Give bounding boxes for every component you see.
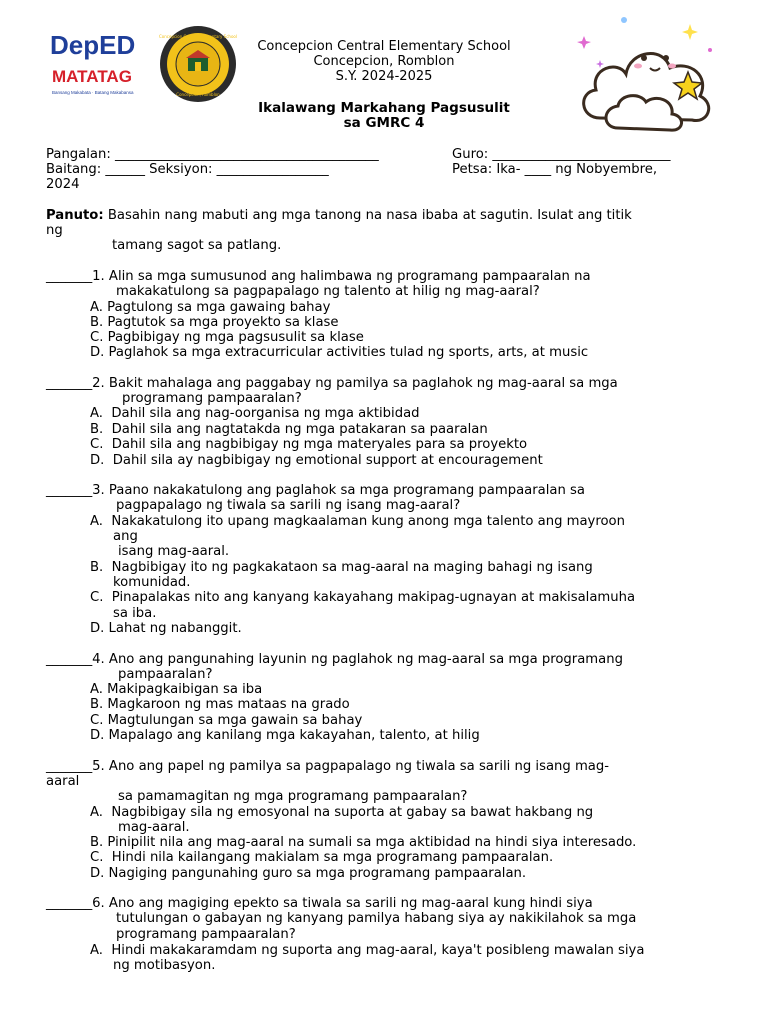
question-5-option-a: A. Nagbibigay sila ng emosyonal na suporta at gabay sa bawat hakbang ng — [90, 805, 594, 820]
question-5-stem: _______5. Ano ang papel ng pamilya sa pagpapalago ng tiwala sa sarili ng isang mag- — [46, 759, 610, 774]
question-6-option-a-cont: ng motibasyon. — [113, 958, 216, 973]
question-6-stem-cont: tutulungan o gabayan ng kanyang pamilya habang siya ay nakikilahok sa mga — [116, 911, 637, 926]
question-3-stem-cont: pagpapalago ng tiwala sa sarili ng isang mag-aaral? — [116, 498, 461, 513]
deped-matatag-logo — [48, 24, 144, 104]
pangalan-field[interactable]: Pangalan: ________________________________________ — [46, 147, 379, 162]
school-name: Concepcion Central Elementary School — [257, 39, 511, 54]
question-6-stem-cont-2: programang pampaaralan? — [116, 927, 296, 942]
question-1-stem-cont: makakatulong sa pagpapalago ng talento at hilig ng mag-aaral? — [116, 284, 540, 299]
question-2-option-b: B. Dahil sila ang nagtatakda ng mga patakaran sa paaralan — [90, 422, 488, 437]
question-5-option-c: C. Hindi nila kailangang makialam sa mga programang pampaaralan. — [90, 850, 554, 865]
petsa-year: 2024 — [46, 177, 80, 192]
question-4-option-c: C. Magtulungan sa mga gawain sa bahay — [90, 713, 363, 728]
question-2-stem-cont: programang pampaaralan? — [122, 391, 302, 406]
instructions-line-2: ng — [46, 223, 63, 238]
petsa-field[interactable]: Petsa: Ika- ____ ng Nobyembre, — [452, 162, 658, 177]
exam-subtitle: sa GMRC 4 — [343, 115, 425, 131]
question-1-option-a: A. Pagtulong sa mga gawaing bahay — [90, 300, 331, 315]
exam-title: Ikalawang Markahang Pagsusulit — [258, 100, 510, 116]
question-2-option-a: A. Dahil sila ang nag-oorganisa ng mga aktibidad — [90, 406, 420, 421]
question-3-option-a-cont-2: isang mag-aaral. — [118, 544, 230, 559]
question-3-option-a-cont: ang — [113, 529, 138, 544]
question-5-stem-cont-2: sa pamamagitan ng mga programang pampaaralan? — [118, 789, 468, 804]
question-1-option-b: B. Pagtutok sa mga proyekto sa klase — [90, 315, 339, 330]
matatag-logo-text: MATATAG — [52, 67, 132, 86]
question-3-option-b: B. Nagbibigay ito ng pagkakataon sa mag-aaral na maging bahagi ng isang — [90, 560, 593, 575]
question-3-option-b-cont: komunidad. — [113, 575, 191, 590]
seal-text: Concepcion Central Elementary School — [159, 34, 237, 39]
guro-field[interactable]: Guro: ___________________________ — [452, 147, 671, 162]
school-location: Concepcion, Romblon — [313, 54, 455, 69]
question-6-option-a: A. Hindi makakaramdam ng suporta ang mag-aaral, kaya't posibleng mawalan siya — [90, 943, 645, 958]
seal-subtext: Concepcion, Romblon — [176, 92, 220, 97]
school-year: S.Y. 2024-2025 — [335, 69, 433, 84]
instructions-text: Basahin nang mabuti ang mga tanong na nasa ibaba at sagutin. Isulat ang titik — [103, 208, 632, 223]
question-5-stem-cont: aaral — [46, 774, 80, 789]
deped-logo-text: DepED — [50, 30, 136, 60]
question-4-option-a: A. Makipagkaibigan sa iba — [90, 682, 263, 697]
question-3-option-a: A. Nakakatulong ito upang magkaalaman kung anong mga talento ang mayroon — [90, 514, 625, 529]
question-5-option-b: B. Pinipilit nila ang mag-aaral na sumali sa mga aktibidad na hindi siya interesado. — [90, 835, 637, 850]
question-2-option-c: C. Dahil sila ang nagbibigay ng mga materyales para sa proyekto — [90, 437, 528, 452]
question-4-stem: _______4. Ano ang pangunahing layunin ng paglahok ng mag-aaral sa mga programang — [46, 652, 623, 667]
question-5-option-a-cont: mag-aaral. — [118, 820, 190, 835]
deped-tagline: Bansang Makabata · Batang Makabansa — [52, 90, 134, 95]
question-1-stem: _______1. Alin sa mga sumusunod ang halimbawa ng programang pampaaralan na — [46, 269, 591, 284]
instructions-label: Panuto: — [46, 208, 104, 223]
question-2-stem: _______2. Bakit mahalaga ang paggabay ng pamilya sa paglahok ng mag-aaral sa mga — [46, 376, 618, 391]
question-3-stem: _______3. Paano nakakatulong ang paglahok sa mga programang pampaaralan sa — [46, 483, 585, 498]
question-6-stem: _______6. Ano ang magiging epekto sa tiwala sa sarili ng mag-aaral kung hindi siya — [46, 896, 593, 911]
question-1-option-d: D. Paglahok sa mga extracurricular activities tulad ng sports, arts, at music — [90, 345, 589, 360]
instructions-line-3: tamang sagot sa patlang. — [112, 238, 282, 253]
question-4-option-d: D. Mapalago ang kanilang mga kakayahan, talento, at hilig — [90, 728, 480, 743]
question-2-option-d: D. Dahil sila ay nagbibigay ng emotional support at encouragement — [90, 453, 543, 468]
baitang-seksiyon-field[interactable]: Baitang: ______ Seksiyon: _________________ — [46, 162, 329, 177]
question-4-option-b: B. Magkaroon ng mas mataas na grado — [90, 697, 350, 712]
question-1-option-c: C. Pagbibigay ng mga pagsusulit sa klase — [90, 330, 364, 345]
question-3-option-d: D. Lahat ng nabanggit. — [90, 621, 242, 636]
question-3-option-c-cont: sa iba. — [113, 606, 157, 621]
instructions-line-1 — [46, 208, 632, 223]
question-3-option-c: C. Pinapalakas nito ang kanyang kakayahang makipag-ugnayan at makisalamuha — [90, 590, 636, 605]
cloud-star-decoration — [560, 10, 730, 135]
question-4-stem-cont: pampaaralan? — [118, 667, 213, 682]
question-5-option-d: D. Nagiging pangunahing guro sa mga programang pampaaralan. — [90, 866, 527, 881]
